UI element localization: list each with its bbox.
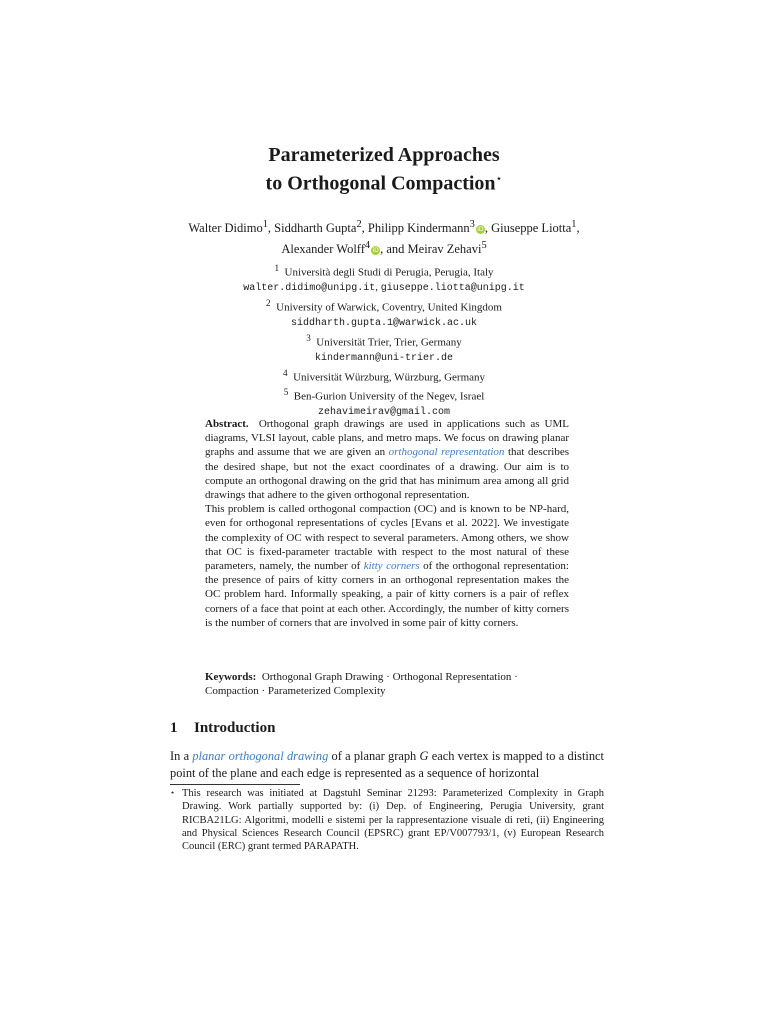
email-link[interactable]: giuseppe.liotta@unipg.it: [380, 282, 525, 294]
affil-sup: 3: [306, 333, 311, 344]
footnote: [170, 787, 604, 853]
footnote-rule: [170, 784, 300, 785]
keywords-text: Orthogonal Graph Drawing · Orthogonal Representation · Compaction · Parameterized Complexity: [205, 671, 518, 698]
section-title: Introduction: [194, 720, 276, 736]
affiliation-4: [0, 366, 768, 385]
affil-name: University of Warwick, Coventry, United Kingdom: [276, 301, 502, 314]
author-affil-sup: 1: [571, 219, 577, 230]
orcid-icon[interactable]: iD: [372, 247, 379, 255]
abstract-text: This problem is called orthogonal compaction (OC) and is known to be NP-hard, even for orthogonal representations of cycles [Evans et al. 2022]. We investigate the complexity of OC with respect to several parameters. Among others, we show that OC is fixed-parameter tractable with respect to the most natural of these parameters, namely, the number of: [205, 503, 569, 573]
affiliation-2: [0, 296, 768, 315]
affil-name: Ben-Gurion University of the Negev, Israel: [293, 390, 485, 403]
affiliation-1-emails: walter.didimo@unipg.it, giuseppe.liotta@unipg.it: [243, 280, 525, 294]
affil-sup: 5: [283, 387, 289, 398]
section-heading: [170, 720, 275, 737]
math-var-g: G: [419, 749, 429, 763]
term-link-orthogonal-representation[interactable]: orthogonal representation: [388, 446, 505, 459]
abstract-label: Abstract.: [205, 418, 249, 430]
author-affil-sup: 5: [481, 240, 487, 252]
orcid-icon[interactable]: iD: [477, 226, 484, 234]
title-line-2-text: to Orthogonal Compaction: [265, 172, 496, 195]
affiliation-3-email: [0, 350, 768, 366]
author-name: Alexander Wolff: [281, 242, 365, 257]
author-name: Walter Didimo: [188, 221, 263, 236]
author-name: Philipp Kindermann: [367, 221, 470, 236]
affiliations: [0, 261, 768, 420]
author-affil-sup: 1: [262, 219, 268, 230]
email-link[interactable]: zehavimeirav@gmail.com: [317, 406, 451, 418]
intro-paragraph: [170, 748, 604, 782]
affil-sup: 1: [274, 263, 280, 273]
affiliation-2-email: [0, 315, 768, 331]
affiliation-3: [0, 331, 768, 350]
author-line-1: Walter Didimo$^1$, Siddharth Gupta$^2$, Philipp Kindermann$^3$ iD, Giuseppe Liotta$^1$,: [188, 219, 580, 236]
intro-text-b: of a planar graph: [328, 749, 420, 763]
email-link[interactable]: walter.didimo@unipg.it: [243, 282, 376, 294]
affiliation-1: [0, 261, 768, 280]
author-line-2: Alexander Wolff$^4$ iD, and Meirav Zehavi$^5$: [281, 240, 487, 257]
affil-name: Universität Würzburg, Würzburg, Germany: [293, 371, 486, 384]
abstract: [205, 417, 569, 630]
term-link-planar-orthogonal-drawing[interactable]: planar orthogonal drawing: [192, 749, 329, 763]
author-list: [0, 216, 768, 258]
footnote-text: This research was initiated at Dagstuhl Seminar 21293: Parameterized Complexity in Graph Drawing. Work partially supported by: (i) Dep. of Engineering, Perugia University, grant RICBA21LG: Algoritmi, modelli e sistemi per la rappresentazione visuale di reti, (ii) Engineering and Physical Sciences Research Council (EPSRC) grant EP/V007793/1, (v) European Research Council (ERC) grant termed PARAPATH.: [182, 788, 604, 853]
affil-name: Universität Trier, Trier, Germany: [316, 336, 462, 349]
title-footnote-mark: ⋆: [495, 173, 503, 185]
title-line-1: Parameterized Approaches: [268, 144, 500, 166]
footnote-mark: ⋆: [170, 788, 176, 797]
author-name: Meirav Zehavi: [407, 242, 482, 257]
author-name: Siddharth Gupta: [274, 221, 357, 236]
intro-text-c: each vertex is mapped to a distinct point of the plane and each edge is represented as a sequence of horizontal: [170, 749, 604, 780]
intro-text-a: In a: [170, 749, 193, 763]
author-affil-sup: 2: [356, 219, 362, 230]
keywords-label: Keywords:: [205, 671, 257, 683]
section-number: 1: [170, 720, 178, 736]
author-name: Giuseppe Liotta: [491, 221, 572, 236]
keywords: [205, 670, 569, 698]
affiliation-5: [0, 385, 768, 404]
affil-sup: 4: [282, 368, 288, 379]
abstract-paragraph-2: [205, 502, 569, 630]
term-link-kitty-corners[interactable]: kitty corners: [363, 560, 420, 573]
abstract-text: Orthogonal graph drawings are used in applications such as UML diagrams, VLSI layout, cable plans, and metro maps. We focus on drawing planar graphs and assume that we are given an: [205, 418, 569, 459]
abstract-paragraph-1: [205, 417, 569, 502]
abstract-text: of the orthogonal representation: the presence of pairs of kitty corners in an orthogonal representation makes the OC problem hard. Informally speaking, a pair of kitty corners is a pair of reflex corners of a face that point at each other. Accordingly, the number of kitty corners is the number of corners that are involved in some pair of kitty corners.: [205, 560, 569, 629]
affil-sup: 2: [266, 298, 271, 309]
intro-text: [170, 748, 604, 782]
email-link[interactable]: kindermann@uni-trier.de: [314, 352, 454, 364]
author-conjunction: and: [386, 242, 405, 257]
title-line-2: [0, 167, 768, 196]
author-affil-sup: 4: [364, 240, 371, 252]
paper-title: [0, 143, 768, 196]
abstract-text: that describes the desired shape, but not the exact coordinates of a drawing. Our aim is to compute an orthogonal drawing on the grid that has minimum area among all grid drawings that adhere to the given orthogonal representation.: [205, 446, 569, 502]
author-affil-sup: 3: [469, 219, 475, 230]
affil-name: Università degli Studi di Perugia, Perugia, Italy: [284, 266, 494, 279]
email-link[interactable]: siddharth.gupta.1@warwick.ac.uk: [290, 317, 478, 329]
